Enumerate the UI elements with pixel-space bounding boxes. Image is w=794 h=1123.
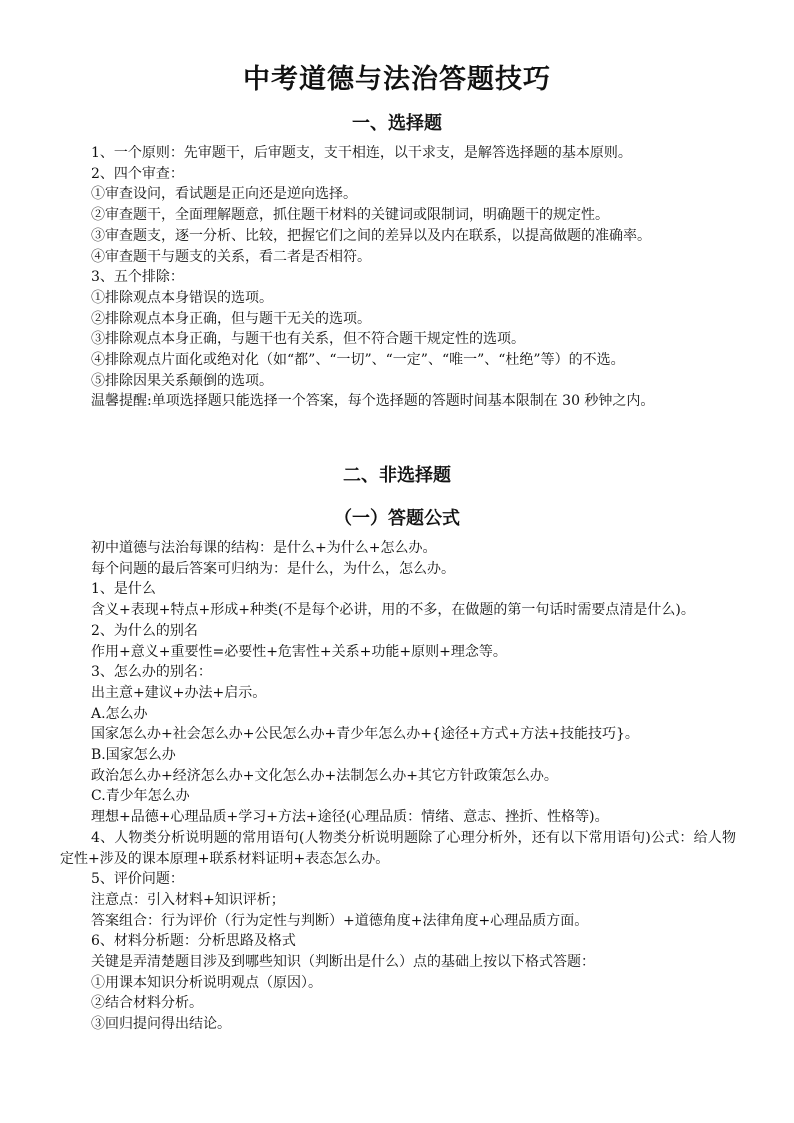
paragraph: 理想+品德+心理品质+学习+方法+途径(心理品质：情绪、意志、挫折、性格等)。 [91, 809, 609, 826]
paragraph: 注意点：引入材料+知识评析； [91, 891, 285, 908]
paragraph: 6、材料分析题：分析思路及格式 [91, 933, 296, 950]
paragraph: 答案组合：行为评价（行为定性与判断）+道德角度+法律角度+心理品质方面。 [91, 912, 589, 929]
paragraph: ④审查题干与题支的关系，看二者是否相符。 [91, 248, 371, 265]
section-heading-non-choice: 二、非选择题 [343, 465, 451, 486]
paragraph: ③审查题支，逐一分析、比较，把握它们之间的差异以及内在联系，以提高做题的准确率。 [91, 227, 651, 244]
paragraph: 含义+表现+特点+形成+种类(不是每个必讲，用的不多，在做题的第一句话时需要点清是什么)。 [91, 602, 695, 619]
paragraph: 每个问题的最后答案可归纳为：是什么，为什么，怎么办。 [91, 560, 455, 577]
paragraph: ④排除观点片面化或绝对化（如“都”、“一切”、“一定”、“唯一”、“杜绝”等）的不选。 [91, 352, 625, 369]
paragraph: 2、为什么的别名 [91, 622, 198, 639]
paragraph: 5、评价问题： [91, 871, 184, 888]
paragraph: 1、是什么 [91, 581, 156, 598]
paragraph: ③回归提问得出结论。 [91, 1016, 231, 1033]
paragraph: ①审查设问，看试题是正向还是逆向选择。 [91, 186, 357, 203]
paragraph: ①用课本知识分析说明观点（原因）。 [91, 974, 322, 991]
paragraph: ②审查题干，全面理解题意，抓住题干材料的关键词或限制词，明确题干的规定性。 [91, 207, 609, 224]
paragraph: 关键是弄清楚题目涉及到哪些知识（判断出是什么）点的基础上按以下格式答题： [91, 954, 595, 971]
paragraph: 出主意+建议+办法+启示。 [91, 684, 267, 701]
paragraph: 4、人物类分析说明题的常用语句(人物类分析说明题除了心理分析外，还有以下常用语句)公式：给人物定性+涉及的课本原理+联系材料证明+表态怎么办。 [60, 829, 736, 867]
section-heading-choice: 一、选择题 [352, 113, 442, 134]
paragraph: A.怎么办 [91, 705, 148, 722]
paragraph: 3、怎么办的别名： [91, 664, 212, 681]
paragraph: 政治怎么办+经济怎么办+文化怎么办+法制怎么办+其它方针政策怎么办。 [91, 767, 558, 784]
section-non-choice-body [60, 538, 736, 1035]
paragraph: ①排除观点本身错误的选项。 [91, 289, 273, 306]
paragraph: C.青少年怎么办 [91, 788, 190, 805]
paragraph: ③排除观点本身正确，与题干也有关系，但不符合题干规定性的选项。 [91, 331, 525, 348]
subsection-heading-formula: （一）答题公式 [334, 508, 460, 529]
paragraph: B.国家怎么办 [91, 747, 176, 764]
paragraph: 1、一个原则：先审题干，后审题支，支干相连，以干求支，是解答选择题的基本原则。 [91, 145, 632, 161]
document-title: 中考道德与法治答题技巧 [243, 64, 551, 95]
paragraph: 温馨提醒:单项选择题只能选择一个答案，每个选择题的答题时间基本限制在 30 秒钟之内。 [91, 393, 655, 410]
paragraph: ⑤排除因果关系颠倒的选项。 [91, 372, 273, 389]
paragraph: ②结合材料分析。 [91, 995, 203, 1012]
section-choice-body [60, 143, 736, 412]
paragraph: 国家怎么办+社会怎么办+公民怎么办+青少年怎么办+{途径+方式+方法+技能技巧}。 [91, 726, 639, 743]
paragraph: 初中道德与法治每课的结构：是什么+为什么+怎么办。 [91, 540, 437, 556]
paragraph: ②排除观点本身正确，但与题干无关的选项。 [91, 310, 371, 327]
paragraph: 2、四个审查： [91, 165, 184, 182]
paragraph: 作用+意义+重要性=必要性+危害性+关系+功能+原则+理念等。 [91, 643, 507, 660]
paragraph: 3、五个排除： [91, 269, 184, 286]
